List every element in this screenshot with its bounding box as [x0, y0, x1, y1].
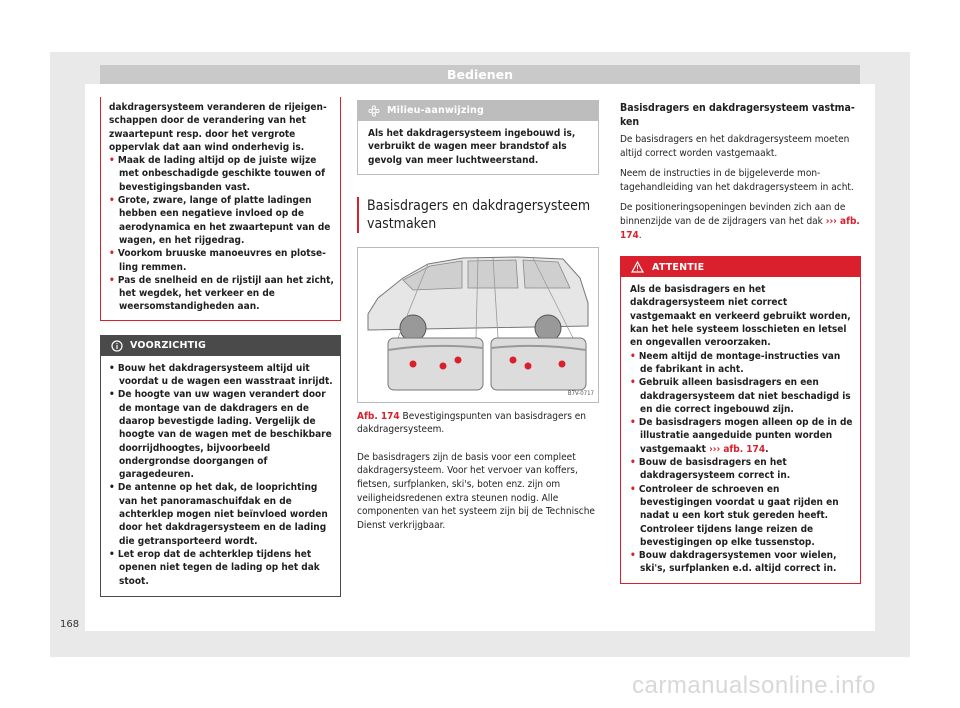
warning-triangle-icon — [631, 261, 644, 273]
list-item: • De antenne op het dak, de looprichting van het panoramaschuifdak en de achterklep mogen niet beïnvloed worden door het dakdragersysteem en de lading die getransporteerd wordt. — [109, 482, 328, 547]
mounting-point — [455, 356, 462, 363]
mounting-point — [440, 362, 447, 369]
list-item: • Bouw het dakdragersysteem altijd uit voordat u de wagen een wasstraat inrijdt. — [109, 362, 333, 388]
paragraph: Neem de instructies in de bijgeleverde montagehandleiding van het dakdragersysteem in acht. — [620, 168, 854, 193]
list-item: • Neem altijd de montage-instructies van de fabrikant in acht. — [630, 350, 841, 375]
list-item: • Bouw de basisdragers en het dakdragersysteem correct in. — [630, 457, 791, 482]
milieu-box — [357, 100, 599, 175]
list-item: • Bouw dakdragersystemen voor wielen, ski's, surfplanken e.d. altijd correct in. — [630, 550, 837, 575]
column-middle — [357, 100, 599, 532]
list-item: • Maak de lading altijd op de juiste wijze met onbeschadigde geschikte touwen of bevestigingsbanden vast. — [109, 155, 326, 193]
figure-reference-link[interactable]: ››› afb. 174 — [620, 215, 860, 241]
list-item: • Voorkom bruuske manoeuvres en plotseling remmen. — [109, 248, 326, 273]
milieu-header: Milieu-aanwijzing — [358, 101, 598, 121]
paragraph: De positioneringsopeningen bevinden zich aan de binnenzijde van de de zijdragers van het dak ››› afb. 174. — [620, 202, 860, 241]
list-item: • Pas de snelheid en de rijstijl aan het zicht, het wegdek, het verkeer en de weersomstandigheden aan. — [109, 274, 334, 313]
milieu-text: Als het dakdragersysteem ingebouwd is, verbruikt de wagen meer brandstof als gevolg van meer luchtweerstand. — [368, 128, 576, 166]
column-right — [620, 101, 861, 584]
list-item: • Let erop dat de achterklep tijdens het openen niet tegen de lading op het dak stoot. — [109, 548, 320, 587]
attentie-header: ATTENTIE — [621, 257, 860, 277]
list-item: • De hoogte van uw wagen verandert door de montage van de dakdragers en de daarop bevestigde lading. Vergelijk de hoogte van de wagen met de beschikbare doorrijdhoogtes, bijvoorbeeld ondergrondse doorgangen of garagedeuren. — [109, 389, 332, 481]
section-heading: Basisdragers en dakdragersysteem vastmaken — [620, 102, 855, 128]
section-title: Basisdragers en dakdragersysteem vastmaken — [357, 197, 599, 233]
info-circle-icon — [111, 340, 123, 352]
voorzichtig-box — [100, 335, 341, 597]
list-item: • Controleer de schroeven en bevestigingen voordat u gaat rijden en nadat u een kort stuk gereden heeft. Controleer tijdens lange reizen de bevestigingen op elke tussenstop. — [630, 483, 839, 548]
mounting-point — [510, 356, 517, 363]
list-item: • De basisdragers mogen alleen op de in de illustratie aangeduide punten worden vastgemaakt ››› afb. 174. — [630, 417, 853, 455]
list-item: • Gebruik alleen basisdragers en een dakdragersysteem dat niet beschadigd is en die correct ingebouwd zijn. — [630, 377, 851, 415]
body-paragraph: De basisdragers zijn de basis voor een compleet dakdragersysteem. Voor het vervoer van koffers, fietsen, surfplanken, ski's, boten enz. zijn om veiligheidsredenen extra steunen nodig. Alle componenten van het systeem zijn bij de Technische Dienst verkrijgbaar. — [357, 451, 595, 531]
attentie-intro: Als de basisdragers en het dakdragersysteem niet correct vastgemaakt en verkeerd gebruikt worden, kan het hele systeem losschieten en letsel en ongevallen veroorzaken. — [630, 284, 851, 349]
page-number: 168 — [60, 619, 80, 630]
attentie-box — [620, 256, 861, 584]
paragraph: De basisdragers en het dakdragersysteem moeten altijd correct worden vastgemaakt. — [620, 134, 850, 159]
watermark: carmanualsonline.info — [632, 672, 876, 699]
warning-intro-text: dakdragersysteem veranderen de rijeigenschappen door de verandering van het zwaartepunt resp. door het vergrote oppervlak dat aan wind onderhevig is. — [109, 102, 327, 153]
list-item: • Grote, zware, lange of platte ladingen hebben een negatieve invloed op de aerodynamica en het zwaartepunt van de wagen, en het rijgedrag. — [109, 195, 331, 246]
mounting-point — [559, 360, 566, 367]
figure-caption: Afb. 174 Bevestigingspunten van basisdragers en dakdragersysteem. — [357, 410, 587, 435]
leaf-icon — [368, 105, 380, 117]
column-left — [100, 97, 341, 597]
figure-car-roof — [357, 247, 599, 403]
mounting-point — [525, 362, 532, 369]
car-illustration — [358, 248, 598, 402]
mounting-point — [410, 360, 417, 367]
figure-code: B7V-0717 — [567, 389, 594, 397]
voorzichtig-header: VOORZICHTIG — [101, 336, 340, 356]
warning-continued-box — [100, 97, 341, 321]
section-header: Bedienen — [100, 65, 860, 84]
figure-reference-link[interactable]: ››› afb. 174 — [709, 443, 766, 455]
